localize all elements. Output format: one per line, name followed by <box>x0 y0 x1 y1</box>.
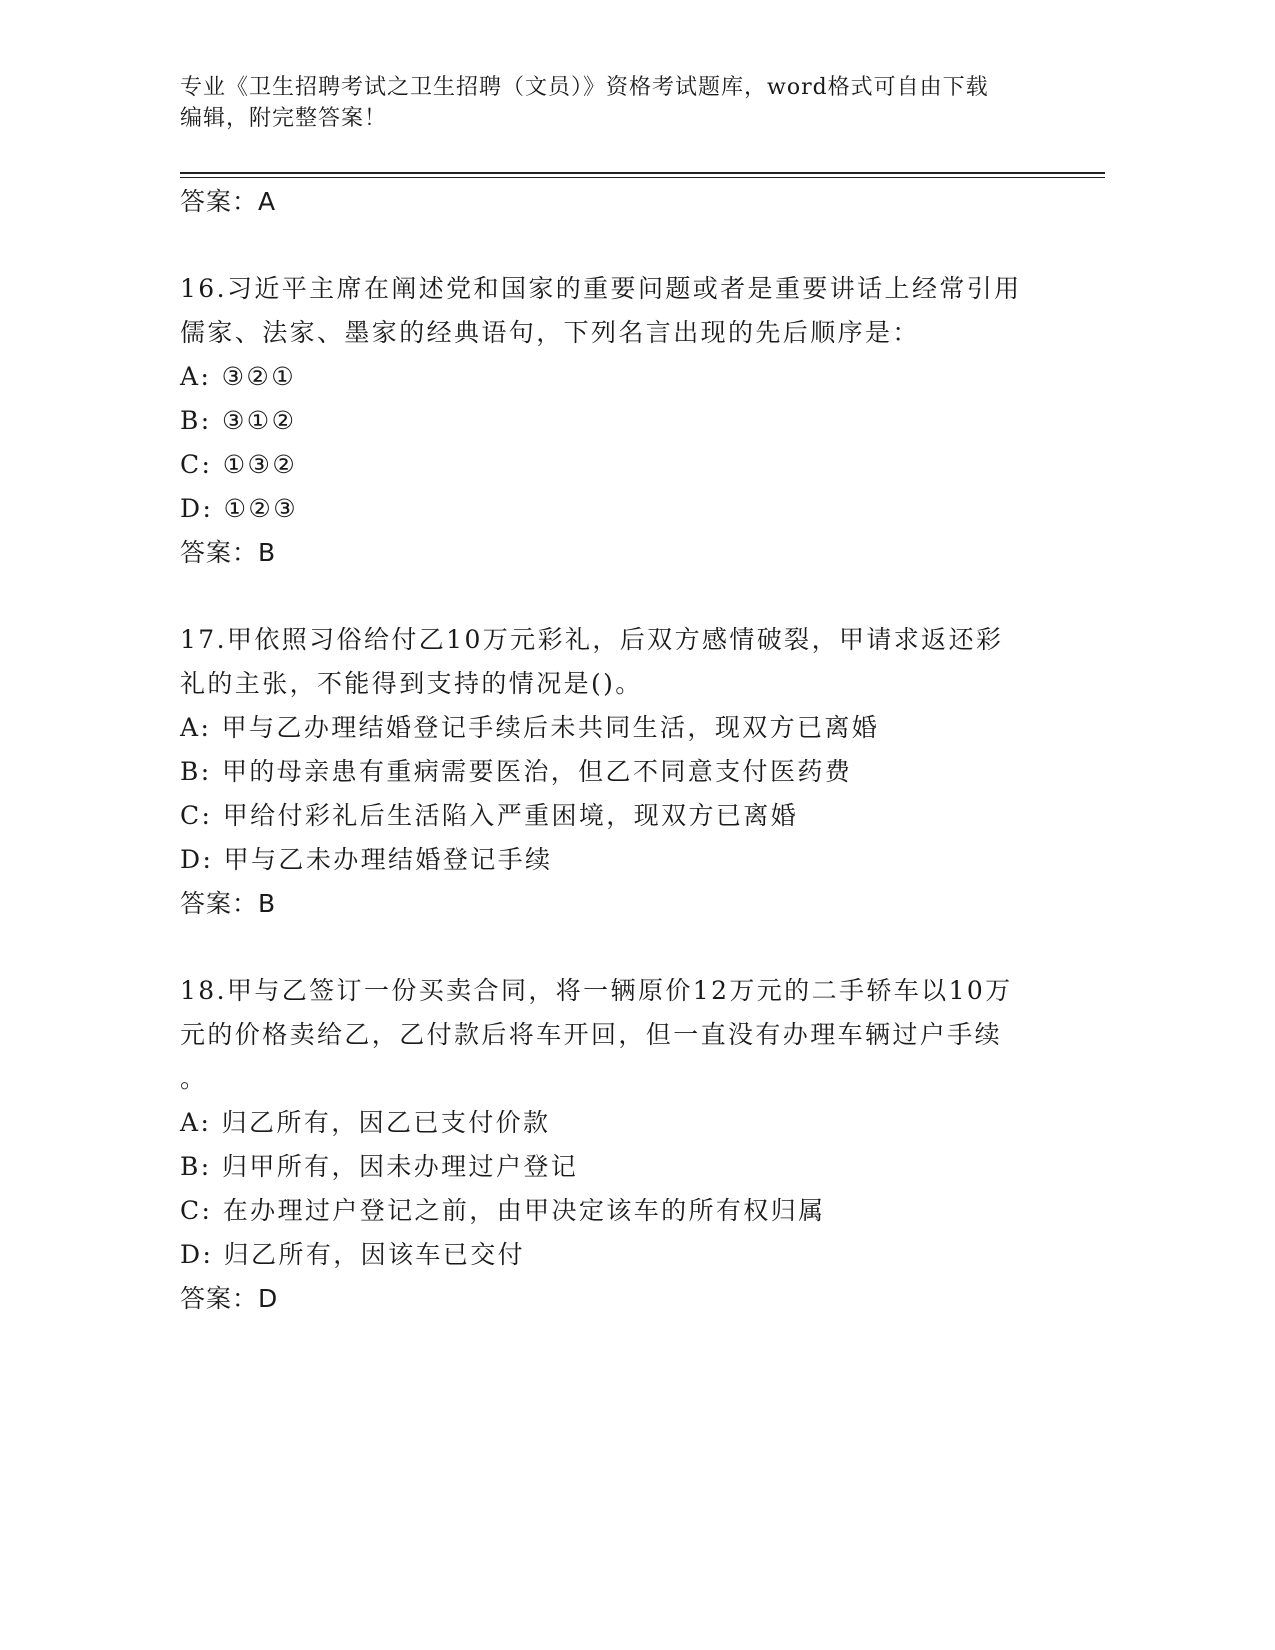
option-c: C: 在办理过户登记之前，由甲决定该车的所有权归属 <box>180 1196 826 1225</box>
header-rule-thin <box>180 177 1105 178</box>
question-line: 礼的主张，不能得到支持的情况是()。 <box>180 669 643 698</box>
page-header <box>180 72 1040 134</box>
option-d: D: 归乙所有，因该车已交付 <box>180 1240 526 1269</box>
question-line: 儒家、法家、墨家的经典语句，下列名言出现的先后顺序是： <box>180 318 920 347</box>
option-b: B: 甲的母亲患有重病需要医治，但乙不同意支付医药费 <box>180 757 853 786</box>
option-c: C: 甲给付彩礼后生活陷入严重困境，现双方已离婚 <box>180 801 799 830</box>
option-a: A: 甲与乙办理结婚登记手续后未共同生活，现双方已离婚 <box>180 713 880 742</box>
previous-answer: 答案：A <box>180 187 277 216</box>
question-16 <box>180 267 1040 575</box>
question-17-text <box>180 618 1040 706</box>
question-line: 16.习近平主席在阐述党和国家的重要问题或者是重要讲话上经常引用 <box>180 274 1022 303</box>
question-line: 17.甲依照习俗给付乙10万元彩礼，后双方感情破裂，甲请求返还彩 <box>180 625 1004 654</box>
option-c: C: ①③② <box>180 450 298 479</box>
option-a: A: ③②① <box>180 362 297 391</box>
question-18-answer: 答案：D <box>180 1284 279 1313</box>
option-a: A: 归乙所有，因乙已支付价款 <box>180 1108 551 1137</box>
question-line: 18.甲与乙签订一份买卖合同，将一辆原价12万元的二手轿车以10万 <box>180 976 1013 1005</box>
question-18 <box>180 969 1040 1321</box>
question-18-text <box>180 969 1040 1101</box>
question-line: 元的价格卖给乙，乙付款后将车开回，但一直没有办理车辆过户手续 <box>180 1020 1003 1049</box>
option-d: D: 甲与乙未办理结婚登记手续 <box>180 845 553 874</box>
header-line-1: 专业《卫生招聘考试之卫生招聘（文员）》资格考试题库，word格式可自由下载 <box>180 75 989 100</box>
question-17 <box>180 618 1040 926</box>
option-d: D: ①②③ <box>180 494 299 523</box>
header-line-2: 编辑，附完整答案！ <box>180 106 388 131</box>
question-16-answer: 答案：B <box>180 538 277 567</box>
option-b: B: 归甲所有，因未办理过户登记 <box>180 1152 579 1181</box>
question-16-text <box>180 267 1040 355</box>
question-line: 。 <box>180 1064 208 1093</box>
question-content <box>180 180 1040 1321</box>
question-17-answer: 答案：B <box>180 889 277 918</box>
header-rule-thick <box>180 172 1105 174</box>
option-b: B: ③①② <box>180 406 297 435</box>
